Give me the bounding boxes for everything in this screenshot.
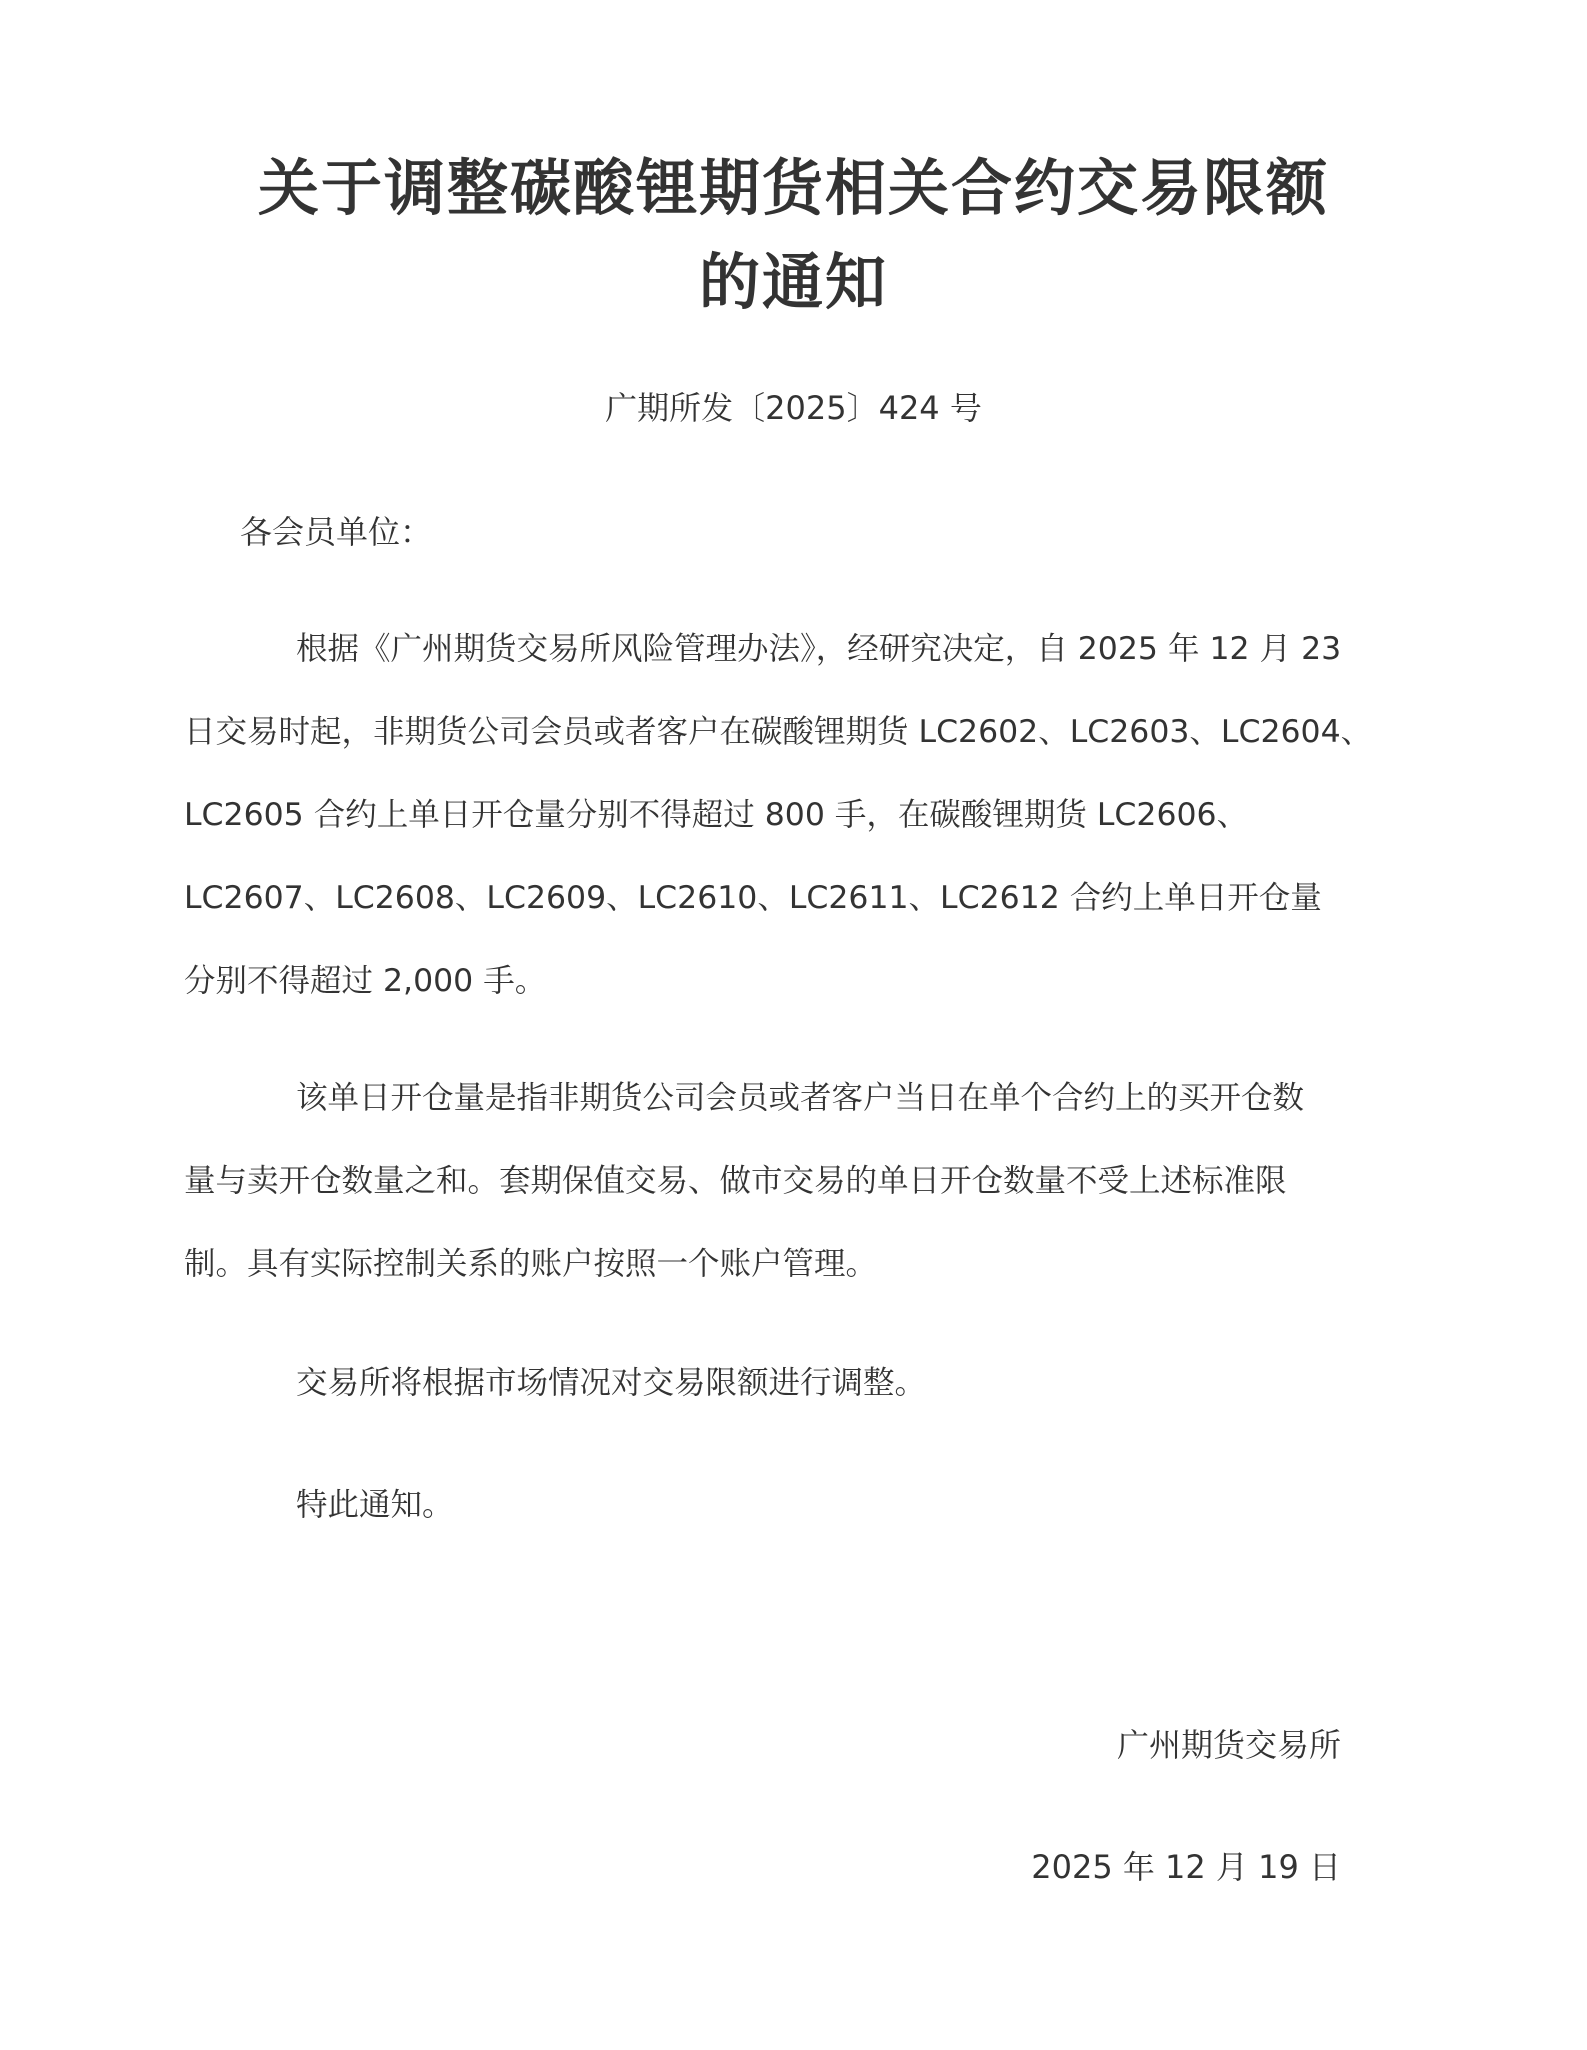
paragraph-line: 日交易时起，非期货公司会员或者客户在碳酸锂期货 LC2602、LC2603、LC2604、 (184, 714, 1373, 750)
title-line-2: 的通知 (698, 247, 888, 318)
paragraph-line: 根据《广州期货交易所风险管理办法》，经研究决定，自 2025 年 12 月 23 (296, 631, 1342, 667)
paragraph-closing (240, 1464, 1340, 1547)
paragraph-line: 交易所将根据市场情况对交易限额进行调整。 (296, 1365, 927, 1401)
signature-date: 2025 年 12 月 19 日 (1031, 1848, 1341, 1886)
paragraph-line: LC2607、LC2608、LC2609、LC2610、LC2611、LC2612 合约上单日开仓量 (184, 880, 1322, 916)
paragraph-trading-limits (184, 608, 1373, 1023)
paragraph-line: 该单日开仓量是指非期货公司会员或者客户当日在单个合约上的买开仓数 (296, 1080, 1305, 1116)
paragraph-adjustment (240, 1342, 1340, 1425)
paragraph-line: 特此通知。 (296, 1487, 454, 1523)
title-line-1: 关于调整碳酸锂期货相关合约交易限额 (257, 153, 1329, 224)
document-number: 广期所发〔2025〕424 号 (605, 389, 982, 427)
signature-organization: 广州期货交易所 (1116, 1726, 1341, 1764)
paragraph-line: 量与卖开仓数量之和。套期保值交易、做市交易的单日开仓数量不受上述标准限 (184, 1163, 1287, 1199)
paragraph-definition (184, 1057, 1340, 1306)
paragraph-line: LC2605 合约上单日开仓量分别不得超过 800 手，在碳酸锂期货 LC2606、 (184, 797, 1249, 833)
paragraph-line: 分别不得超过 2,000 手。 (184, 963, 547, 999)
page-title (240, 142, 1347, 330)
paragraph-line: 制。具有实际控制关系的账户按照一个账户管理。 (184, 1246, 878, 1282)
salutation: 各会员单位： (240, 513, 433, 551)
